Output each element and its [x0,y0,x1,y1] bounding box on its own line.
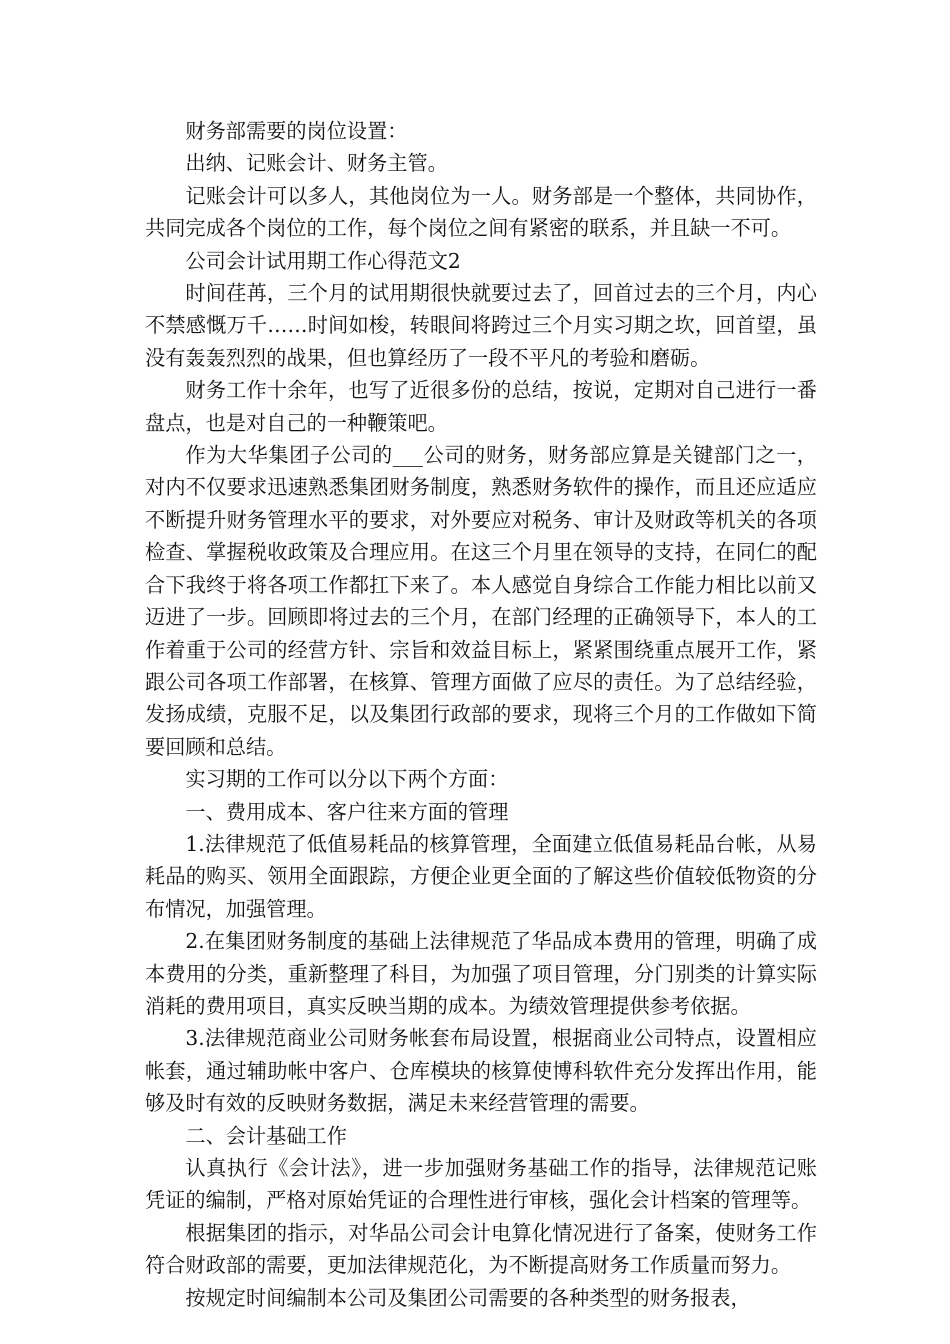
paragraph: 财务部需要的岗位设置： [185,119,408,143]
list-item: 1.法律规范了低值易耗品的核算管理，全面建立低值易耗品台帐，从易耗品的购买、领用全面跟踪，方便企业更全面的了解这些价值较低物资的分布情况，加强管理。 [145,831,817,921]
paragraph: 作为大华集团子公司的___公司的财务，财务部应算是关键部门之一，对内不仅要求迅速熟悉集团财务制度，熟悉财务软件的操作，而且还应适应不断提升财务管理水平的要求，对外要应对税务、审计及财政等机关的各项检查、掌握税收政策及合理应用。在这三个月里在领导的支持，在同仁的配合下我终于将各项工作都扛下来了。本人感觉自身综合工作能力相比以前又迈进了一步。回顾即将过去的三个月，在部门经理的正确领导下，本人的工作着重于公司的经营方针、宗旨和效益目标上，紧紧围绕重点展开工作，紧跟公司各项工作部署，在核算、管理方面做了应尽的责任。为了总结经验，发扬成绩，克服不足，以及集团行政部的要求，现将三个月的工作做如下简要回顾和总结。 [145,443,817,759]
subheading: 二、会计基础工作 [185,1123,347,1148]
paragraph: 财务工作十余年，也写了近很多份的总结，按说，定期对自己进行一番盘点，也是对自己的一种鞭策吧。 [145,378,817,435]
paragraph: 实习期的工作可以分以下两个方面： [185,767,509,792]
paragraph: 认真执行《会计法》，进一步加强财务基础工作的指导，法律规范记账凭证的编制，严格对原始凭证的合理性进行审核，强化会计档案的管理等。 [145,1156,817,1213]
section-heading: 公司会计试用期工作心得范文2 [185,248,461,273]
document-page [145,115,817,1314]
list-item: 3.法律规范商业公司财务帐套布局设置，根据商业公司特点，设置相应帐套，通过辅助帐中客户、仓库模块的核算使博科软件充分发挥出作用，能够及时有效的反映财务数据，满足未来经营管理的需要。 [145,1026,817,1116]
paragraph: 按规定时间编制本公司及集团公司需要的各种类型的财务报表， [185,1285,751,1310]
paragraph: 记账会计可以多人，其他岗位为一人。财务部是一个整体，共同协作，共同完成各个岗位的工作，每个岗位之间有紧密的联系，并且缺一不可。 [145,183,817,241]
subheading: 一、费用成本、客户往来方面的管理 [185,799,509,824]
list-item: 2.在集团财务制度的基础上法律规范了华品成本费用的管理，明确了成本费用的分类，重新整理了科目，为加强了项目管理，分门别类的计算实际消耗的费用项目，真实反映当期的成本。为绩效管理提供参考依据。 [145,929,817,1018]
paragraph: 时间荏苒，三个月的试用期很快就要过去了，回首过去的三个月，内心不禁感慨万千……时间如梭，转眼间将跨过三个月实习期之坎，回首望，虽没有轰轰烈烈的战果，但也算经历了一段不平凡的考验和磨砺。 [145,281,817,370]
paragraph: 根据集团的指示，对华品公司会计电算化情况进行了备案，使财务工作符合财政部的需要，更加法律规范化，为不断提高财务工作质量而努力。 [145,1220,817,1278]
paragraph: 出纳、记账会计、财务主管。 [185,151,448,176]
